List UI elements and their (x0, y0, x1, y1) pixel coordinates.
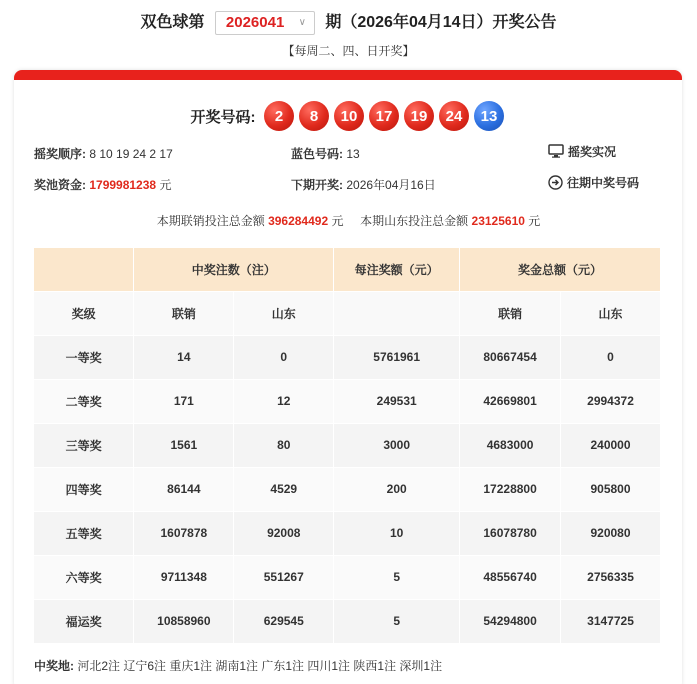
winning-numbers (0, 100, 697, 132)
table-cell: 一等奖 (34, 335, 134, 379)
table-cell: 二等奖 (34, 379, 134, 423)
table-cell: 171 (134, 379, 234, 423)
table-cell: 0 (234, 335, 334, 379)
blue-number-value: 13 (346, 147, 360, 161)
table-cell: 48556740 (460, 555, 561, 599)
live-draw-link[interactable] (548, 143, 616, 161)
per-bet-header: 每注奖额（元） (334, 248, 460, 291)
next-draw-label: 下期开奖: (291, 178, 343, 192)
table-cell: 12 (234, 379, 334, 423)
winning-regions-value: 河北2注 辽宁6注 重庆1注 湖南1注 广东1注 四川1注 陕西1注 深圳1注 (77, 659, 443, 673)
sales-totals (0, 212, 697, 229)
red-ball: 8 (299, 101, 329, 131)
table-row (34, 599, 661, 643)
title-suffix: 期（2026年04月14日）开奖公告 (325, 14, 557, 31)
table-subheader-row (34, 291, 661, 335)
table-cell: 1561 (134, 423, 234, 467)
blue-ball: 13 (474, 101, 504, 131)
next-draw (291, 176, 436, 193)
table-cell: 3147725 (561, 599, 661, 643)
table-cell: 10858960 (134, 599, 234, 643)
table-cell: 10 (334, 511, 460, 555)
table-cell: 五等奖 (34, 511, 134, 555)
national-header: 联销 (460, 291, 561, 335)
arrow-circle-icon (548, 175, 563, 193)
red-ball: 24 (439, 101, 469, 131)
table-cell: 240000 (561, 423, 661, 467)
history-link-label[interactable]: 往期中奖号码 (567, 176, 640, 190)
table-row (34, 467, 661, 511)
national-sales-unit: 元 (331, 214, 344, 228)
table-cell: 2994372 (561, 379, 661, 423)
table-cell: 905800 (561, 467, 661, 511)
prize-table (34, 248, 661, 644)
draw-order-value: 8 10 19 24 2 17 (89, 147, 173, 161)
prize-pool-label: 奖池资金: (34, 178, 86, 192)
table-cell: 80667454 (460, 335, 561, 379)
table-cell: 六等奖 (34, 555, 134, 599)
table-cell: 0 (561, 335, 661, 379)
table-cell: 551267 (234, 555, 334, 599)
national-header: 联销 (134, 291, 234, 335)
page-title (0, 10, 697, 36)
table-cell: 9711348 (134, 555, 234, 599)
table-cell: 1607878 (134, 511, 234, 555)
table-cell: 86144 (134, 467, 234, 511)
table-cell: 80 (234, 423, 334, 467)
shandong-sales-label: 本期山东投注总金额 (360, 214, 469, 228)
prize-pool (34, 176, 171, 193)
table-header-cell (34, 248, 134, 291)
table-header-cell (334, 291, 460, 335)
table-cell: 920080 (561, 511, 661, 555)
table-cell: 42669801 (460, 379, 561, 423)
table-cell: 4683000 (460, 423, 561, 467)
national-sales-label: 本期联销投注总金额 (156, 214, 265, 228)
table-cell: 5 (334, 555, 460, 599)
table-cell: 3000 (334, 423, 460, 467)
table-cell: 5 (334, 599, 460, 643)
red-ball: 17 (369, 101, 399, 131)
national-sales-value: 396284492 (268, 214, 329, 228)
red-ball: 2 (264, 101, 294, 131)
table-cell: 4529 (234, 467, 334, 511)
red-ball: 10 (334, 101, 364, 131)
winning-regions-label: 中奖地: (34, 659, 74, 673)
table-cell: 5761961 (334, 335, 460, 379)
draw-schedule: 【每周二、四、日开奖】 (282, 44, 415, 58)
table-cell: 54294800 (460, 599, 561, 643)
table-cell: 14 (134, 335, 234, 379)
prize-pool-value: 1799981238 (89, 178, 157, 192)
winning-numbers-label: 开奖号码: (190, 108, 256, 126)
table-cell: 三等奖 (34, 423, 134, 467)
red-ball: 19 (404, 101, 434, 131)
table-cell: 16078780 (460, 511, 561, 555)
table-cell: 200 (334, 467, 460, 511)
table-cell: 92008 (234, 511, 334, 555)
total-prize-header: 奖金总额（元） (460, 248, 661, 291)
draw-order (34, 145, 173, 162)
table-cell: 福运奖 (34, 599, 134, 643)
prize-pool-unit: 元 (159, 178, 172, 192)
live-draw-label[interactable]: 摇奖实况 (568, 145, 617, 159)
winners-count-header: 中奖注数（注） (134, 248, 334, 291)
draw-order-label: 摇奖顺序: (34, 147, 86, 161)
issue-value: 2026041 (225, 14, 285, 32)
table-cell: 629545 (234, 599, 334, 643)
table-cell: 249531 (334, 379, 460, 423)
shandong-header: 山东 (561, 291, 661, 335)
shandong-sales-unit: 元 (528, 214, 541, 228)
table-cell: 2756335 (561, 555, 661, 599)
table-row (34, 555, 661, 599)
table-row (34, 423, 661, 467)
blue-number-label: 蓝色号码: (291, 147, 343, 161)
table-row (34, 335, 661, 379)
table-cell: 四等奖 (34, 467, 134, 511)
monitor-icon (548, 144, 564, 161)
winning-regions (34, 657, 442, 674)
title-prefix: 双色球第 (140, 14, 205, 31)
table-row (34, 511, 661, 555)
next-draw-value: 2026年04月16日 (346, 178, 436, 192)
shandong-header: 山东 (234, 291, 334, 335)
history-link[interactable] (548, 174, 639, 193)
chevron-down-icon: ∨ (298, 17, 306, 28)
blue-number (291, 145, 360, 162)
shandong-sales-value: 23125610 (471, 214, 525, 228)
table-cell: 17228800 (460, 467, 561, 511)
table-header-row (34, 248, 661, 291)
issue-select[interactable] (215, 11, 315, 35)
table-row (34, 379, 661, 423)
level-header: 奖级 (34, 291, 134, 335)
